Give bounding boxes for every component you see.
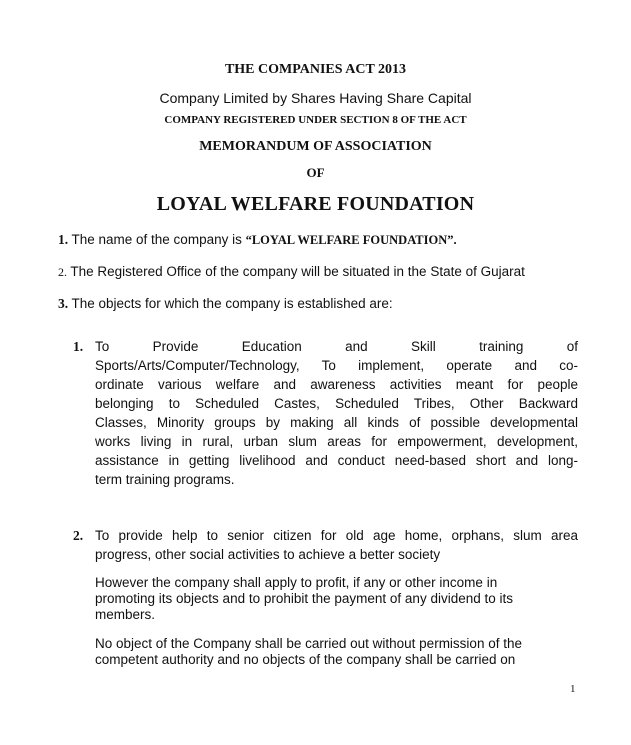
permission-line: competent authority and no objects of the company shall be carried on — [95, 652, 516, 667]
clause-1-company-name: “LOYAL WELFARE FOUNDATION”. — [245, 233, 457, 247]
memorandum-heading: MEMORANDUM OF ASSOCIATION — [199, 139, 432, 154]
profit-line: promoting its objects and to prohibit the payment of any dividend to its — [95, 591, 513, 606]
registration-line: COMPANY REGISTERED UNDER SECTION 8 OF THE ACT — [164, 114, 467, 126]
object-1-line: belonging to Scheduled Castes, Scheduled Tribes, Other Backward — [95, 396, 578, 411]
of-heading: OF — [306, 165, 325, 180]
object-1-line: term training programs. — [95, 472, 235, 487]
permission-paragraph — [95, 636, 578, 668]
object-1-line: assistance in getting livelihood and conduct need-based short and long- — [95, 453, 578, 468]
act-title: THE COMPANIES ACT 2013 — [224, 62, 407, 77]
object-2-line: To provide help to senior citizen for old age home, orphans, slum area — [95, 528, 578, 543]
clause-3-number: 3. — [58, 296, 69, 311]
object-1-line: Classes, Minority groups by making all kinds of possible developmental — [95, 415, 578, 430]
object-1-text — [95, 337, 578, 489]
page-number: 1 — [570, 683, 576, 695]
clause-3 — [58, 294, 393, 313]
object-1-line: Sports/Arts/Computer/Technology, To implement, operate and co- — [95, 358, 578, 373]
clause-2-number: 2. — [58, 265, 67, 279]
clause-3-text: The objects for which the company is established are: — [71, 296, 393, 311]
clause-2 — [58, 262, 525, 282]
clause-1 — [58, 230, 457, 250]
object-2-number: 2. — [73, 528, 84, 543]
permission-line: No object of the Company shall be carried out without permission of the — [95, 636, 522, 651]
object-2-text — [95, 526, 578, 564]
profit-line: However the company shall apply to profit, if any or other income in — [95, 575, 498, 590]
object-1-line: works living in rural, urban slum areas for empowerment, development, — [95, 434, 578, 449]
company-type: Company Limited by Shares Having Share Capital — [159, 90, 472, 106]
clause-1-text: The name of the company is — [71, 232, 246, 247]
object-1-line: ordinate various welfare and awareness activities meant for people — [95, 377, 578, 392]
object-2-line: progress, other social activities to achieve a better society — [95, 547, 441, 562]
profit-line: members. — [95, 607, 156, 622]
object-1-line: To Provide Education and Skill training of — [95, 339, 578, 354]
clause-2-text: The Registered Office of the company will be situated in the State of Gujarat — [70, 264, 525, 279]
clause-1-number: 1. — [58, 232, 69, 247]
foundation-title: LOYAL WELFARE FOUNDATION — [156, 193, 475, 215]
profit-paragraph — [95, 575, 578, 623]
object-1-number: 1. — [73, 339, 84, 354]
